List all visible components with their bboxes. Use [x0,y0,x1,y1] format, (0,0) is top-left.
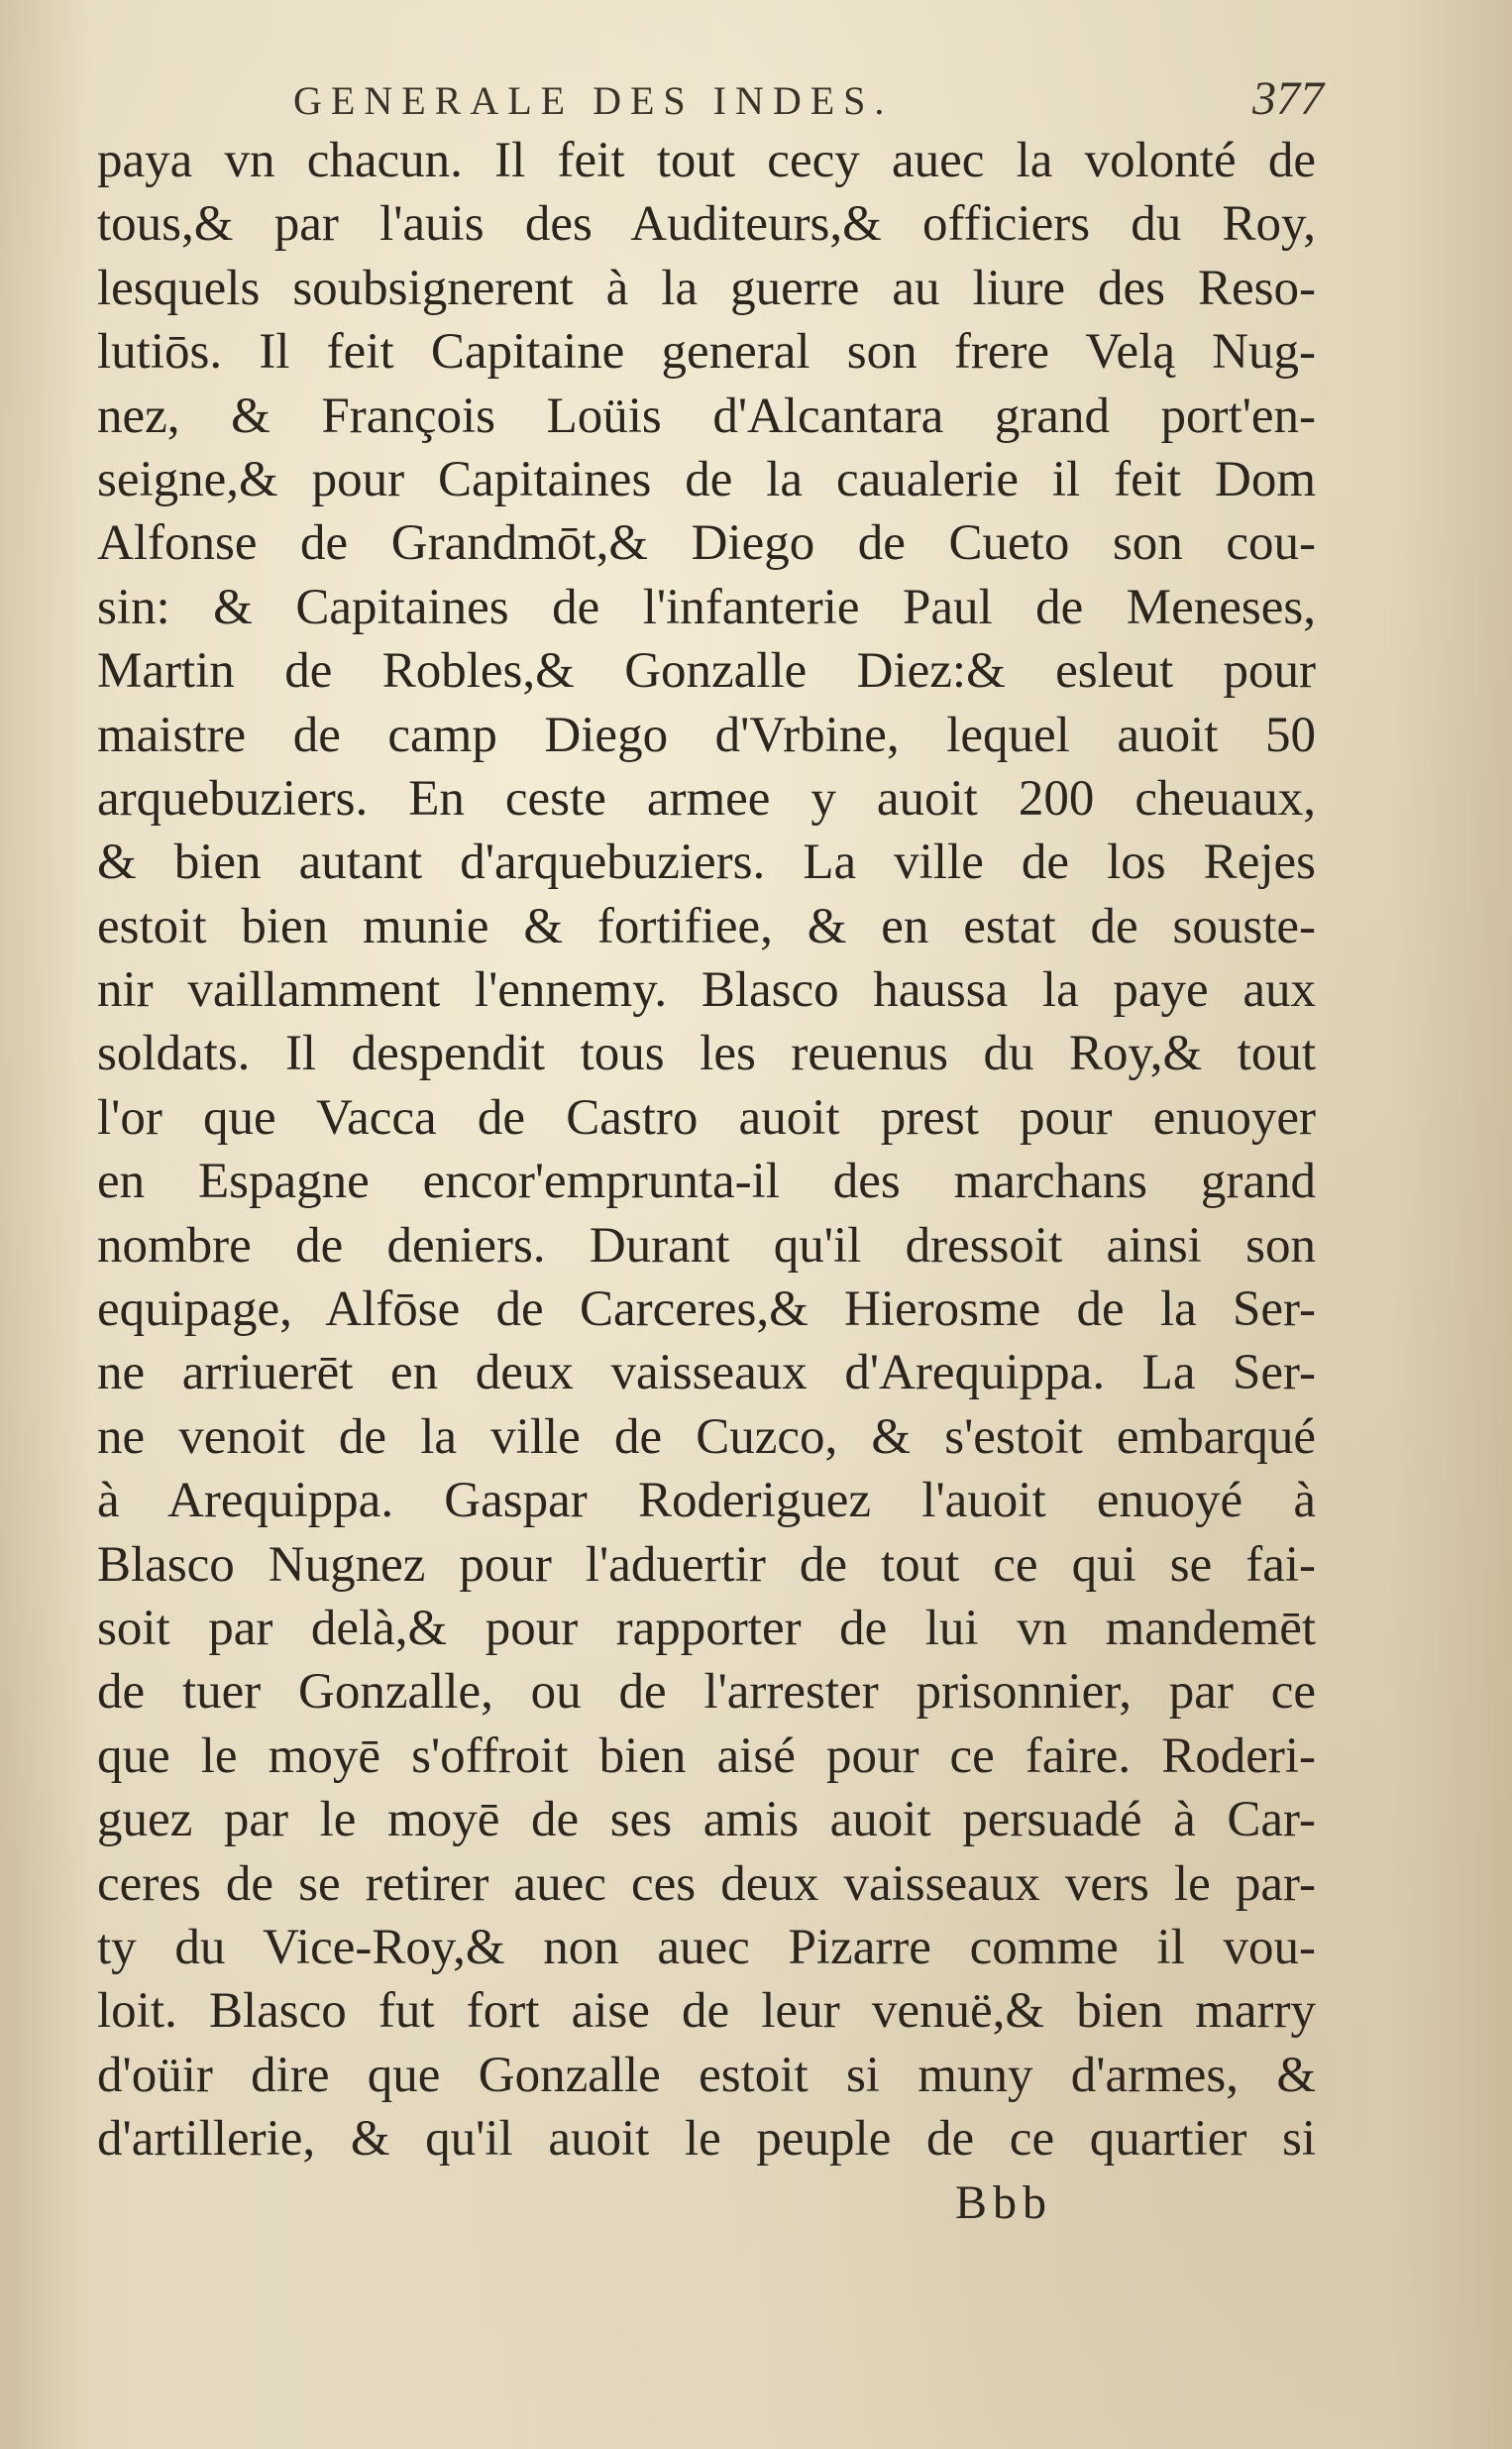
text-line: d'oüir dire que Gonzalle estoit si muny d'armes, & [97,2047,1316,2103]
text-line: nir vaillamment l'ennemy. Blasco haussa la paye aux [97,962,1316,1019]
signature-mark: Bbb [955,2176,1053,2229]
text-line: de tuer Gonzalle, ou de l'arrester prisonnier, par ce [97,1664,1316,1721]
text-line: soit par delà,& pour rapporter de lui vn mandemēt [97,1600,1316,1656]
text-line: arquebuziers. En ceste armee y auoit 200 cheuaux, [97,770,1316,827]
body-text [97,129,1316,2171]
text-line: l'or que Vacca de Castro auoit prest pour enuoyer [97,1089,1316,1146]
text-line: maistre de camp Diego d'Vrbine, lequel auoit 50 [97,707,1316,763]
text-line: & bien autant d'arquebuziers. La ville de los Rejes [97,835,1316,891]
text-line: loit. Blasco fut fort aise de leur venuë,& bien marry [97,1983,1316,2040]
text-line: nombre de deniers. Durant qu'il dressoit ainsi son [97,1217,1316,1274]
text-line: Blasco Nugnez pour l'aduertir de tout ce qui se fai- [97,1536,1316,1593]
text-line: estoit bien munie & fortifiee, & en estat de souste- [97,898,1316,954]
text-line: ne venoit de la ville de Cuzco, & s'estoit embarqué [97,1408,1316,1465]
text-line: sin: & Capitaines de l'infanterie Paul de Meneses, [97,579,1316,635]
page-number: 377 [1252,72,1324,125]
text-line: ty du Vice-Roy,& non auec Pizarre comme il vou- [97,1919,1316,1975]
running-head [293,71,1334,131]
text-line: ceres de se retirer auec ces deux vaisseaux vers le par- [97,1855,1316,1912]
text-line: Alfonse de Grandmōt,& Diego de Cueto son cou- [97,515,1316,572]
text-line: lesquels soubsignerent à la guerre au liure des Reso- [97,260,1316,316]
text-line: guez par le moyē de ses amis auoit persuadé à Car- [97,1792,1316,1848]
text-line: lutiōs. Il feit Capitaine general son frere Velą Nug- [97,324,1316,381]
text-line: ne arriuerēt en deux vaisseaux d'Arequippa. La Ser- [97,1345,1316,1401]
running-title: GENERALE DES INDES. [293,78,894,123]
text-line: à Arequippa. Gaspar Roderiguez l'auoit enuoyé à [97,1473,1316,1529]
text-line: d'artillerie, & qu'il auoit le peuple de ce quartier si [97,2111,1316,2168]
text-line: seigne,& pour Capitaines de la caualerie il feit Dom [97,451,1316,507]
text-line: soldats. Il despendit tous les reuenus du Roy,& tout [97,1026,1316,1082]
text-line: en Espagne encor'emprunta-il des marchans grand [97,1154,1316,1210]
text-line: equipage, Alfōse de Carceres,& Hierosme de la Ser- [97,1281,1316,1338]
text-line: nez, & François Loüis d'Alcantara grand port'en- [97,388,1316,444]
text-line: paya vn chacun. Il feit tout cecy auec la volonté de [97,133,1316,188]
text-line: tous,& par l'auis des Auditeurs,& officiers du Roy, [97,196,1316,253]
text-line: que le moyē s'offroit bien aisé pour ce faire. Roderi- [97,1727,1316,1784]
text-line: Martin de Robles,& Gonzalle Diez:& esleut pour [97,643,1316,700]
